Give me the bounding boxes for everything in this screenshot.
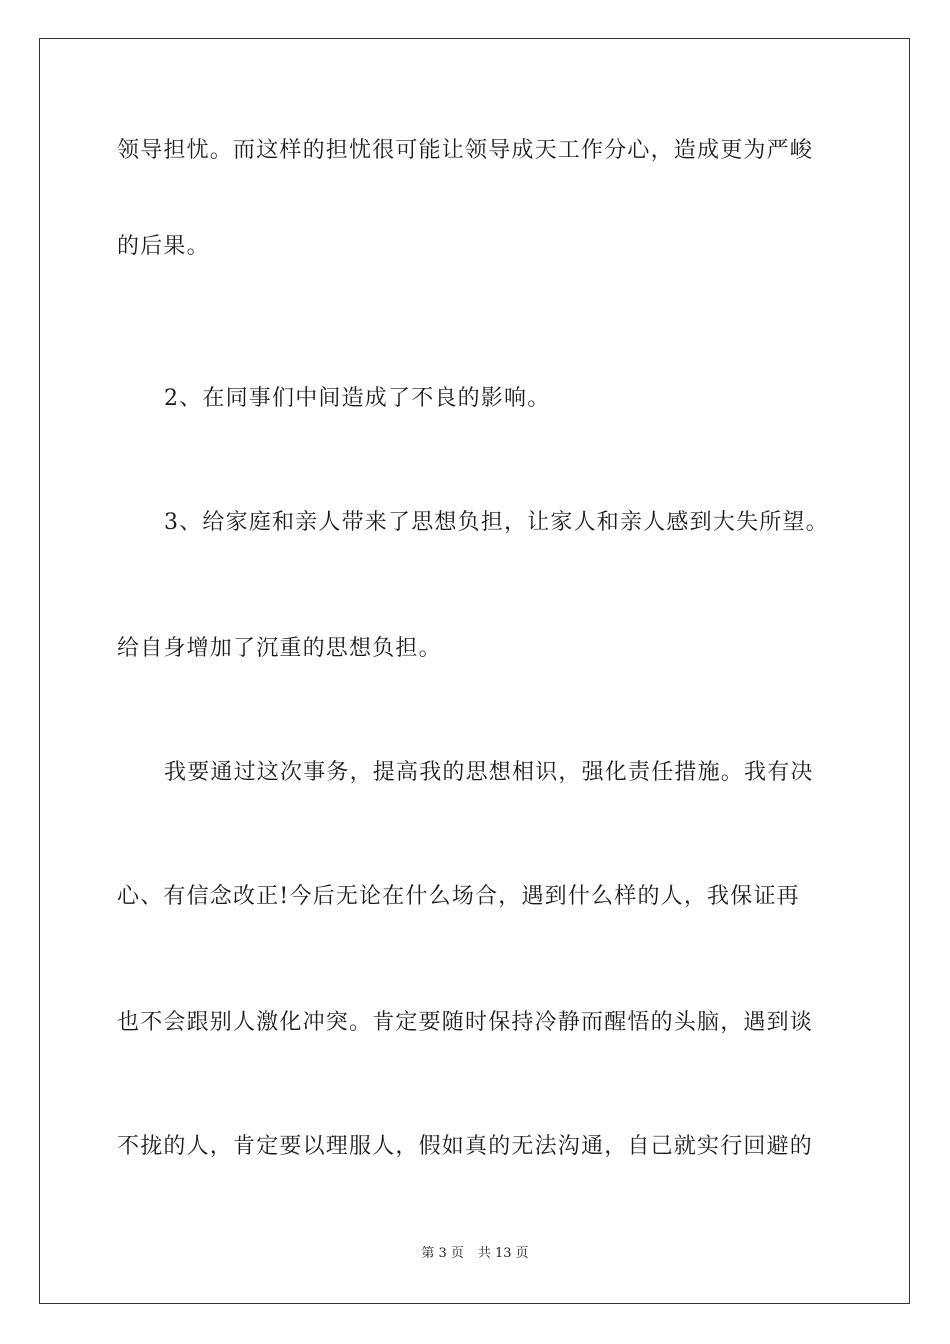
text-line-3: 2、在同事们中间造成了不良的影响。 [164, 386, 551, 411]
text-line-1: 领导担忧。而这样的担忧很可能让领导成天工作分心，造成更为严峻 [117, 138, 814, 163]
page-number: 第 3 页 [421, 1246, 464, 1261]
text-line-6: 我要通过这次事务，提高我的思想相识，强化责任措施。我有决 [164, 760, 814, 785]
page-total: 共 13 页 [477, 1246, 529, 1261]
page-border [39, 38, 910, 1304]
text-line-7: 心、有信念改正!今后无论在什么场合，遇到什么样的人，我保证再 [117, 884, 800, 909]
text-line-9: 不拢的人，肯定要以理服人，假如真的无法沟通，自己就实行回避的 [117, 1134, 814, 1159]
text-line-5: 给自身增加了沉重的思想负担。 [117, 636, 442, 661]
page-footer [0, 1246, 950, 1262]
text-line-8: 也不会跟别人激化冲突。肯定要随时保持冷静而醒悟的头脑，遇到谈 [117, 1010, 814, 1035]
text-line-2: 的后果。 [117, 234, 210, 259]
text-line-4: 3、给家庭和亲人带来了思想负担，让家人和亲人感到大失所望。 [164, 510, 829, 535]
